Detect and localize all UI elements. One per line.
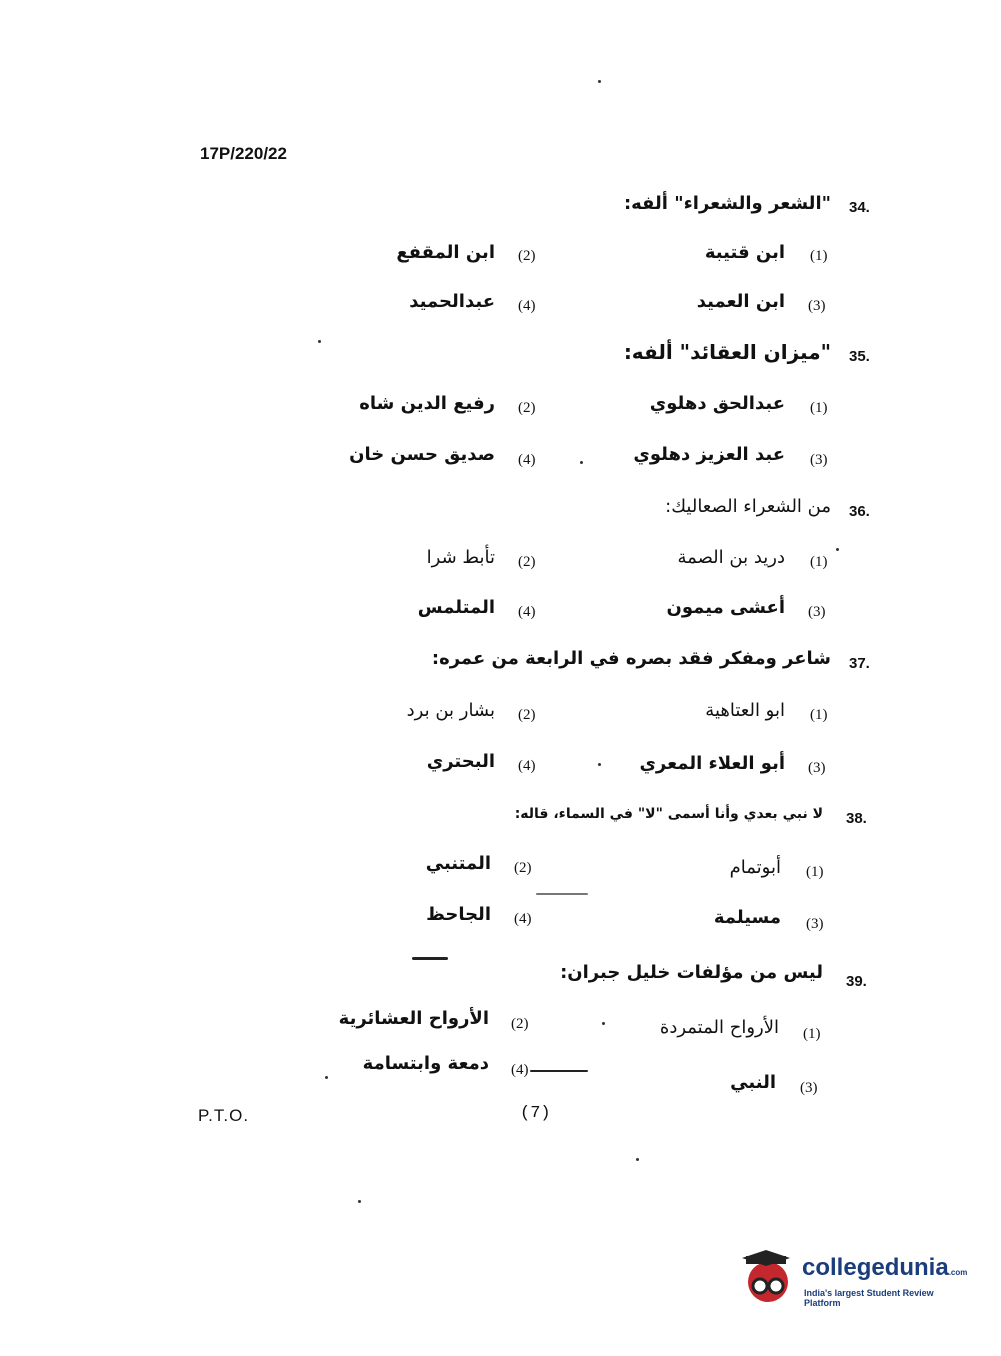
option-number: (1) <box>803 1026 821 1042</box>
option-text: بشار بن برد <box>406 700 495 721</box>
logo-name <box>802 1254 967 1282</box>
question-text: لا نبي بعدي وأنا أسمى "لا" في السماء، قاله: <box>514 806 823 822</box>
question-number: 37. <box>849 655 870 672</box>
option-number: (4) <box>514 911 532 927</box>
option-text: الأرواح العشائرية <box>338 1008 489 1029</box>
question-text: ليس من مؤلفات خليل جبران: <box>560 962 823 983</box>
option-number: (4) <box>518 452 536 468</box>
pen-mark <box>412 957 448 960</box>
question-number: 34. <box>849 199 870 216</box>
option-text: دريد بن الصمة <box>677 547 785 568</box>
pto-label: P.T.O. <box>198 1106 250 1125</box>
paper-code: 17P/220/22 <box>200 144 287 163</box>
option-number: (1) <box>810 400 828 416</box>
option-text: عبدالحميد <box>409 291 495 312</box>
option-number: (3) <box>800 1080 818 1096</box>
option-text: البحتري <box>426 751 495 772</box>
option-text: أبو العلاء المعري <box>639 753 785 774</box>
option-number: (1) <box>810 248 828 264</box>
scan-speck <box>318 340 321 343</box>
scan-speck <box>325 1076 328 1079</box>
page-number: (7) <box>520 1104 551 1123</box>
option-text: دمعة وابتسامة <box>362 1053 489 1074</box>
option-number: (4) <box>518 758 536 774</box>
option-text: الأرواح المتمردة <box>659 1017 779 1038</box>
option-text: ابن المقفع <box>396 242 495 263</box>
pen-mark <box>530 1070 588 1072</box>
option-text: النبي <box>730 1072 776 1093</box>
scan-speck <box>636 1158 639 1161</box>
option-text: مسيلمة <box>713 907 781 928</box>
option-text: عبدالحق دهلوي <box>649 393 785 414</box>
option-text: ابن العميد <box>696 291 785 312</box>
scan-speck <box>580 461 583 464</box>
option-number: (4) <box>518 298 536 314</box>
option-number: (3) <box>808 604 826 620</box>
question-number: 39. <box>846 973 867 990</box>
option-number: (2) <box>511 1016 529 1032</box>
logo-tagline: India's largest Student Review Platform <box>804 1288 934 1308</box>
option-text: المتنبي <box>425 853 491 874</box>
question-text: من الشعراء الصعاليك: <box>665 496 831 517</box>
scan-speck <box>598 763 601 766</box>
option-number: (3) <box>808 298 826 314</box>
question-text: شاعر ومفكر فقد بصره في الرابعة من عمره: <box>431 648 831 669</box>
option-number: (2) <box>518 707 536 723</box>
option-number: (3) <box>806 916 824 932</box>
question-number: 38. <box>846 810 867 827</box>
option-number: (1) <box>806 864 824 880</box>
option-text: رفيع الدين شاه <box>359 393 495 414</box>
option-text: ابو العتاهية <box>705 700 785 721</box>
option-text: أبوتمام <box>729 857 781 878</box>
option-number: (2) <box>518 554 536 570</box>
question-text: "ميزان العقائد" ألفه: <box>623 340 831 364</box>
question-number: 36. <box>849 503 870 520</box>
logo-name-text: collegedunia <box>802 1254 949 1281</box>
option-text: ابن قتيبة <box>704 242 785 263</box>
collegedunia-logo <box>740 1248 970 1308</box>
scan-speck <box>598 80 601 83</box>
option-text: عبد العزيز دهلوي <box>633 444 785 465</box>
option-number: (3) <box>808 760 826 776</box>
scan-speck <box>358 1200 361 1203</box>
pen-mark <box>536 893 588 895</box>
option-text: المتلمس <box>417 597 495 618</box>
option-text: صديق حسن خان <box>349 444 495 465</box>
option-number: (2) <box>518 248 536 264</box>
option-number: (2) <box>518 400 536 416</box>
scan-speck <box>836 548 839 551</box>
scan-speck <box>602 1022 605 1025</box>
option-text: أعشى ميمون <box>666 597 785 618</box>
option-text: الجاحظ <box>426 904 491 925</box>
option-number: (2) <box>514 860 532 876</box>
option-text: تأبط شرا <box>426 547 495 568</box>
option-number: (1) <box>810 707 828 723</box>
mascot-icon <box>740 1248 800 1308</box>
option-number: (4) <box>511 1062 529 1078</box>
question-number: 35. <box>849 348 870 365</box>
question-text: "الشعر والشعراء" ألفه: <box>623 193 831 214</box>
option-number: (4) <box>518 604 536 620</box>
option-number: (1) <box>810 554 828 570</box>
logo-suffix: .com <box>948 1268 968 1277</box>
option-number: (3) <box>810 452 828 468</box>
